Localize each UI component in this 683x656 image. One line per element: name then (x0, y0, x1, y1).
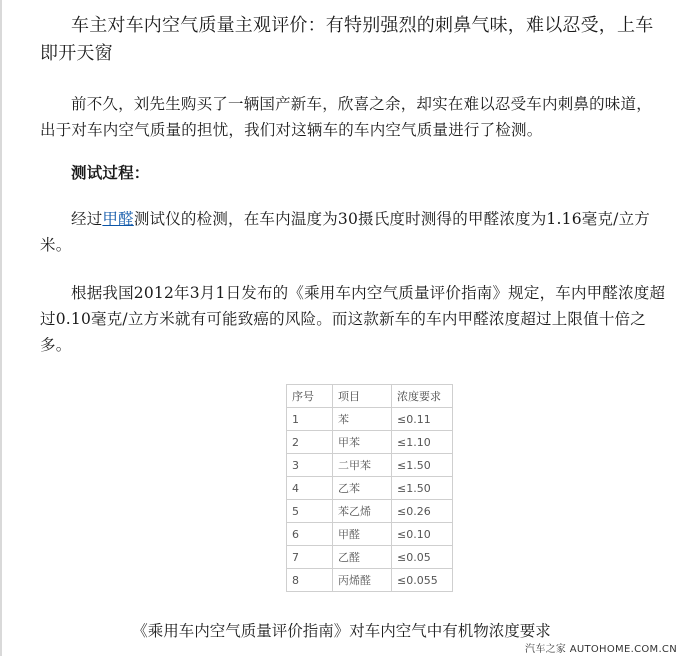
table-row (287, 408, 453, 431)
cell-item: 甲苯 (333, 431, 392, 454)
cell-index: 7 (287, 546, 333, 569)
paragraph-text-after-link: 测试仪的检测，在车内温度为30摄氏度时测得的甲醛浓度为1.16毫克/立方米。 (40, 210, 650, 254)
intro-paragraph: 前不久，刘先生购买了一辆国产新车，欣喜之余，却实在难以忍受车内刺鼻的味道，出于对车内空气质量的担忧，我们对这辆车的车内空气质量进行了检测。 (40, 95, 652, 139)
cell-item: 乙苯 (333, 477, 392, 500)
cell-requirement: ≤0.26 (392, 500, 453, 523)
cell-requirement: ≤1.50 (392, 454, 453, 477)
cell-requirement: ≤0.055 (392, 569, 453, 592)
cell-item: 丙烯醛 (333, 569, 392, 592)
regulation-paragraph: 根据我国2012年3月1日发布的《乘用车内空气质量评价指南》规定，车内甲醛浓度超过0.10毫克/立方米就有可能致癌的风险。而这款新车的车内甲醛浓度超过上限值十倍之多。 (40, 284, 666, 354)
cell-item: 苯乙烯 (333, 500, 392, 523)
left-border (0, 0, 2, 656)
cell-item: 苯 (333, 408, 392, 431)
cell-index: 4 (287, 477, 333, 500)
cell-item: 甲醛 (333, 523, 392, 546)
cell-index: 3 (287, 454, 333, 477)
cell-index: 8 (287, 569, 333, 592)
table-row (287, 477, 453, 500)
table-row (287, 569, 453, 592)
formaldehyde-link[interactable]: 甲醛 (102, 210, 134, 228)
cell-requirement: ≤0.11 (392, 408, 453, 431)
headline: 车主对车内空气质量主观评价：有特别强烈的刺鼻气味，难以忍受，上车即开天窗 (40, 15, 654, 64)
cell-item: 乙醛 (333, 546, 392, 569)
paragraph-text-before-link: 经过 (71, 210, 103, 228)
header-requirement: 浓度要求 (392, 385, 453, 408)
test-result-paragraph (40, 206, 666, 258)
cell-index: 5 (287, 500, 333, 523)
concentration-table (286, 384, 453, 592)
table-row (287, 500, 453, 523)
site-watermark: 汽车之家 AUTOHOME.COM.CN (525, 644, 677, 655)
section-title: 测试过程： (71, 163, 150, 182)
table-caption: 《乘用车内空气质量评价指南》对车内空气中有机物浓度要求 (132, 622, 551, 640)
cell-requirement: ≤0.05 (392, 546, 453, 569)
cell-requirement: ≤1.10 (392, 431, 453, 454)
table-row (287, 546, 453, 569)
table-row (287, 431, 453, 454)
header-item: 项目 (333, 385, 392, 408)
table-header-row (287, 385, 453, 408)
cell-index: 6 (287, 523, 333, 546)
cell-index: 1 (287, 408, 333, 431)
cell-requirement: ≤1.50 (392, 477, 453, 500)
table-row (287, 523, 453, 546)
cell-item: 二甲苯 (333, 454, 392, 477)
cell-index: 2 (287, 431, 333, 454)
table-row (287, 454, 453, 477)
header-index: 序号 (287, 385, 333, 408)
cell-requirement: ≤0.10 (392, 523, 453, 546)
